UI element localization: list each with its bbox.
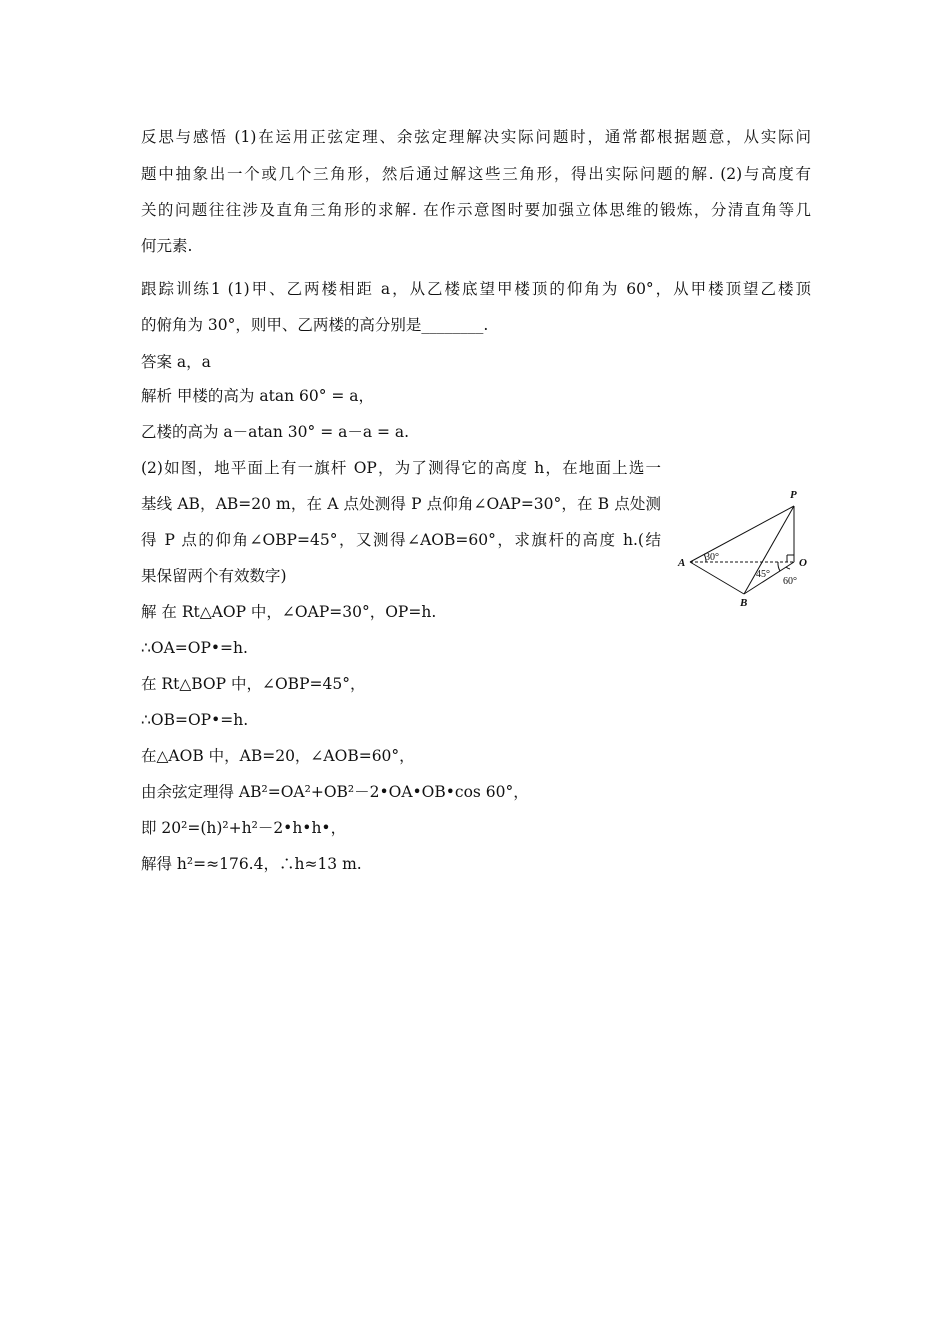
exercise1-answer: 答案 a，a <box>141 353 211 371</box>
exercise2-line-4: 果保留两个有效数字) <box>141 567 287 585</box>
solution-line-8: 解得 h²=≈176.4，∴h≈13 m. <box>141 855 362 873</box>
exercise1-line-1: 跟踪训练1 (1)甲、乙两楼相距 a，从乙楼底望甲楼顶的仰角为 60°，从甲楼顶望乙楼顶 <box>141 280 811 298</box>
angle-label-30: 30° <box>705 552 719 563</box>
reflection-line-4: 何元素. <box>141 237 193 255</box>
solution-line-1: 解 在 Rt△AOP 中，∠OAP=30°，OP=h. <box>141 603 437 621</box>
angle-label-45: 45° <box>756 569 770 580</box>
line-AB <box>690 562 744 594</box>
exercise1-analysis: 解析 甲楼的高为 atan 60° = a， <box>141 387 375 405</box>
flagpole-figure <box>676 484 816 608</box>
exercise1-analysis-2: 乙楼的高为 a－atan 30° = a－a = a. <box>141 423 410 441</box>
exercise1-line-2: 的俯角为 30°，则甲、乙两楼的高分别是________. <box>141 316 489 334</box>
exercise2-line-1: (2)如图，地平面上有一旗杆 OP，为了测得它的高度 h，在地面上选一 <box>141 459 661 477</box>
label-A: A <box>678 557 686 569</box>
solution-line-5: 在△AOB 中，AB=20，∠AOB=60°， <box>141 747 415 765</box>
exercise2-line-3: 得 P 点的仰角∠OBP=45°，又测得∠AOB=60°，求旗杆的高度 h.(结 <box>141 531 661 549</box>
reflection-line-3: 关的问题往往涉及直角三角形的求解. 在作示意图时要加强立体思维的锻炼，分清直角等几 <box>141 201 811 219</box>
exercise2-line-2: 基线 AB，AB=20 m，在 A 点处测得 P 点仰角∠OAP=30°，在 B 点处测 <box>141 495 661 513</box>
reflection-line-1: 反思与感悟 (1)在运用正弦定理、余弦定理解决实际问题时，通常都根据题意，从实际问 <box>141 128 811 146</box>
angle-label-60: 60° <box>783 576 797 587</box>
solution-line-4: ∴OB=OP•=h. <box>141 711 249 729</box>
angle-arc-60 <box>786 567 790 569</box>
label-O: O <box>799 557 807 569</box>
solution-line-2: ∴OA=OP•=h. <box>141 639 248 657</box>
solution-line-3: 在 Rt△BOP 中，∠OBP=45°， <box>141 675 366 693</box>
solution-line-6: 由余弦定理得 AB²=OA²+OB²－2•OA•OB•cos 60°， <box>141 783 529 801</box>
solution-line-7: 即 20²=(h)²+h²－2•h•h•， <box>141 819 347 837</box>
reflection-line-2: 题中抽象出一个或几个三角形，然后通过解这些三角形，得出实际问题的解. (2)与高度有 <box>141 165 811 183</box>
label-P: P <box>790 489 797 501</box>
label-B: B <box>740 597 748 608</box>
angle-arc-45 <box>778 562 780 571</box>
